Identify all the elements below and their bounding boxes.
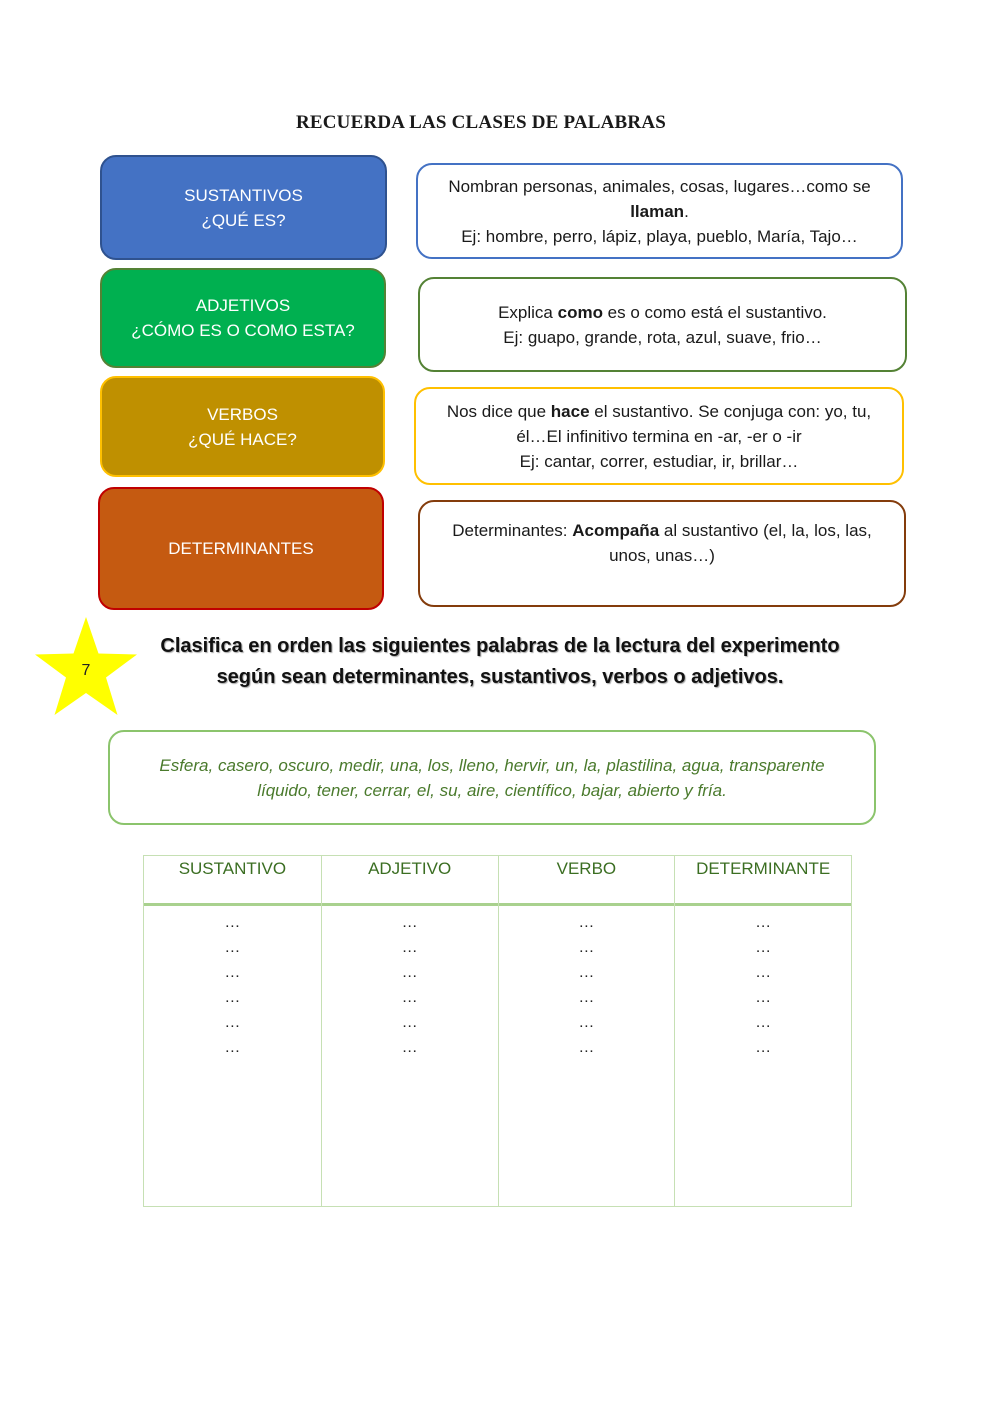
definition-keyword: hace: [550, 401, 590, 421]
answer-blank[interactable]: …: [401, 1039, 418, 1056]
answer-blank[interactable]: …: [224, 989, 241, 1006]
category-label-line: ¿QUÉ ES?: [201, 210, 286, 230]
column-header: VERBO: [499, 856, 675, 906]
definition-text: él…El infinitivo termina en -ar, -er o -ir: [516, 426, 802, 446]
definition-line: [503, 325, 821, 350]
definition-line: [520, 449, 799, 474]
column-header: DETERMINANTE: [675, 856, 851, 906]
definition-line: [609, 543, 715, 568]
definition-text: Ej: hombre, perro, lápiz, playa, pueblo, María, Tajo…: [461, 226, 858, 246]
activity-instruction: [130, 631, 870, 693]
answer-blank[interactable]: …: [401, 939, 418, 956]
definition-box-determinantes: [418, 500, 906, 607]
answer-blank[interactable]: …: [578, 1014, 595, 1031]
answer-blank[interactable]: …: [755, 1014, 772, 1031]
definition-text: al sustantivo (el, la, los, las,: [659, 521, 872, 540]
table-column: [498, 856, 675, 1206]
answer-blank[interactable]: …: [224, 964, 241, 981]
definition-line: [461, 224, 858, 249]
category-box-sustantivos: [100, 155, 387, 260]
definition-line: [516, 424, 801, 449]
word-list-box: [108, 730, 876, 825]
definition-text: el sustantivo. Se conjuga con: yo, tu,: [589, 401, 872, 421]
column-header: SUSTANTIVO: [144, 856, 321, 906]
category-box-determinantes: [98, 487, 384, 610]
word-list-line-2: líquido, tener, cerrar, el, su, aire, científico, bajar, abierto y fría.: [257, 780, 727, 800]
answer-blank[interactable]: …: [578, 989, 595, 1006]
answer-blank[interactable]: …: [755, 989, 772, 1006]
definition-line: [630, 199, 689, 224]
answer-blank[interactable]: …: [224, 1039, 241, 1056]
definition-text: Ej: guapo, grande, rota, azul, suave, frio…: [503, 327, 822, 347]
answer-blank[interactable]: …: [224, 1014, 241, 1031]
answer-blank[interactable]: …: [755, 914, 772, 931]
definition-keyword: Acompaña: [572, 521, 660, 540]
category-label-line: DETERMINANTES: [168, 539, 314, 558]
answer-blank[interactable]: …: [401, 964, 418, 981]
activity-number: 7: [81, 662, 91, 679]
instruction-line-2: según sean determinantes, sustantivos, verbos o adjetivos.: [216, 666, 784, 688]
definition-box-adjetivos: [418, 277, 907, 372]
instruction-line-1: Clasifica en orden las siguientes palabras de la lectura del experimento: [160, 635, 840, 657]
answer-blank[interactable]: …: [224, 914, 241, 931]
answer-blank[interactable]: …: [578, 964, 595, 981]
category-label-line: VERBOS: [207, 404, 278, 424]
category-label-line: SUSTANTIVOS: [184, 185, 303, 205]
classification-table: [143, 855, 852, 1207]
table-column: [321, 856, 498, 1206]
answer-blank[interactable]: …: [578, 1039, 595, 1056]
definition-text: es o como está el sustantivo.: [602, 302, 827, 322]
answer-blank[interactable]: …: [578, 914, 595, 931]
definition-text: Ej: cantar, correr, estudiar, ir, brillar…: [519, 451, 799, 471]
definition-line: [448, 174, 870, 199]
answer-blank[interactable]: …: [401, 989, 418, 1006]
definition-keyword: como: [557, 302, 603, 322]
answer-blank[interactable]: …: [755, 1039, 772, 1056]
page-title: RECUERDA LAS CLASES DE PALABRAS: [295, 112, 667, 133]
table-column: [144, 856, 321, 1206]
definition-line: [447, 399, 871, 424]
definition-text: Determinantes:: [452, 521, 573, 540]
table-column: [674, 856, 851, 1206]
definition-keyword: llaman: [630, 201, 685, 221]
category-box-adjetivos: [100, 268, 386, 368]
answer-blank[interactable]: …: [401, 1014, 418, 1031]
answer-blank[interactable]: …: [755, 939, 772, 956]
definition-box-verbos: [414, 387, 904, 485]
definition-box-sustantivos: [416, 163, 903, 259]
definition-text: Nos dice que: [446, 401, 551, 421]
answer-blank[interactable]: …: [755, 964, 772, 981]
category-box-verbos: [100, 376, 385, 477]
definition-text: Explica: [498, 302, 558, 322]
category-label-line: ¿QUÉ HACE?: [188, 429, 297, 449]
column-header: ADJETIVO: [322, 856, 498, 906]
answer-blank[interactable]: …: [578, 939, 595, 956]
definition-text: unos, unas…): [609, 546, 715, 565]
definition-text: Nombran personas, animales, cosas, lugares…como se: [448, 176, 871, 196]
category-label-line: ¿CÓMO ES O COMO ESTA?: [131, 321, 355, 340]
answer-blank[interactable]: …: [401, 914, 418, 931]
definition-line: [452, 518, 872, 543]
answer-blank[interactable]: …: [224, 939, 241, 956]
definition-line: [498, 300, 827, 325]
definition-text: .: [684, 201, 689, 221]
category-label-line: ADJETIVOS: [195, 296, 291, 315]
word-list-line-1: Esfera, casero, oscuro, medir, una, los, lleno, hervir, un, la, plastilina, agua, transparente: [159, 755, 825, 775]
